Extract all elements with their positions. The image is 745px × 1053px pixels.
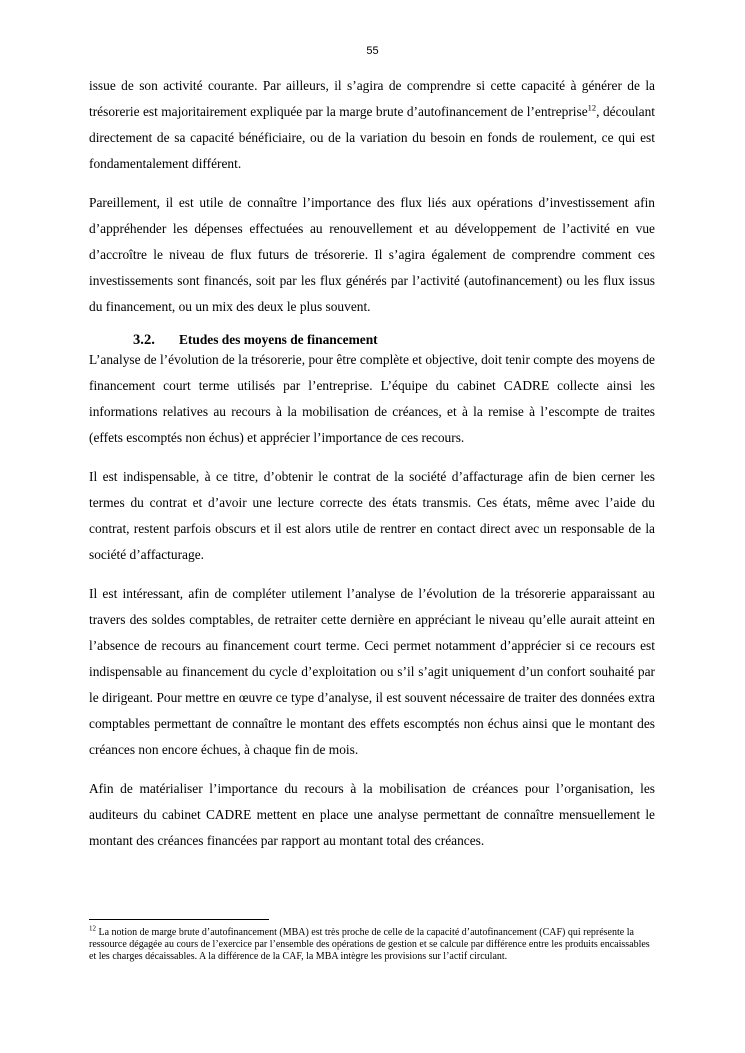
section-title: Etudes des moyens de financement <box>179 332 378 347</box>
footnote <box>89 924 655 963</box>
page-number: 55 <box>366 45 379 57</box>
document-body <box>89 73 655 867</box>
paragraph: Il est intéressant, afin de compléter utilement l’analyse de l’évolution de la trésorerie apparaissant au travers des soldes comptables, de retraiter cette dernière en appréciant le niveau qu’elle aurait atteint en l’absence de recours au financement court terme. Ceci permet notamment d’apprécier si ce recours est indispensable au financement du cycle d’exploitation ou s’il s’agit uniquement d’un confort souhaité par le dirigeant. Pour mettre en œuvre ce type d’analyse, il est souvent nécessaire de traiter des données extra comptables permettant de connaître le montant des effets escomptés non échus ainsi que le montant des créances non encore échues, à chaque fin de mois. <box>89 586 655 757</box>
paragraph: Pareillement, il est utile de connaître l’importance des flux liés aux opérations d’investissement afin d’appréhender les dépenses effectuées au renouvellement et au développement de l’activité en vue d’accroître le niveau de flux futurs de trésorerie. Il s’agira également de comprendre comment ces investissements sont financés, soit par les flux générés par l’activité (autofinancement) ou les flux issus du financement, ou un mix des deux le plus souvent. <box>89 195 655 314</box>
section-heading <box>89 333 655 347</box>
section-number: 3.2. <box>133 332 155 348</box>
footnote-text: La notion de marge brute d’autofinancement (MBA) est très proche de celle de la capacité d’autofinancement (CAF) qui représente la ressource dégagée au cours de l’exercice par l’ensemble des opérations de gestion et se calcule par différence entre les produits encaissables et les charges décaissables. A la différence de la CAF, la MBA intègre les provisions sur l’actif circulant. <box>89 927 650 962</box>
footnote-separator <box>89 919 269 920</box>
paragraph: L’analyse de l’évolution de la trésorerie, pour être complète et objective, doit tenir compte des moyens de financement court terme utilisés par l’entreprise. L’équipe du cabinet CADRE collecte ainsi les informations relatives au recours à la mobilisation de créances, et à la remise à l’escompte de traites (effets escomptés non échus) et apprécier l’importance de ces recours. <box>89 352 655 445</box>
paragraph-text: , découlant directement de sa capacité bénéficiaire, ou de la variation du besoin en fonds de roulement, ce qui est fondamentalement différent. <box>89 104 655 171</box>
paragraph: Il est indispensable, à ce titre, d’obtenir le contrat de la société d’affacturage afin de bien cerner les termes du contrat et d’avoir une lecture correcte des états transmis. Ces états, même avec l’aide du contrat, restent parfois obscurs et il est alors utile de rentrer en contact direct avec un responsable de la société d’affacturage. <box>89 469 655 562</box>
paragraph-text: issue de son activité courante. Par ailleurs, il s’agira de comprendre si cette capacité à générer de la trésorerie est majoritairement expliquée par la marge brute d’autofinancement de l’entreprise <box>89 78 655 119</box>
paragraph: Afin de matérialiser l’importance du recours à la mobilisation de créances pour l’organisation, les auditeurs du cabinet CADRE mettent en place une analyse permettant de connaître mensuellement le montant des créances financées par rapport au montant total des créances. <box>89 781 655 848</box>
paragraph <box>89 73 655 177</box>
footnote-number: 12 <box>89 924 96 933</box>
footnote-reference[interactable]: 12 <box>587 102 597 113</box>
